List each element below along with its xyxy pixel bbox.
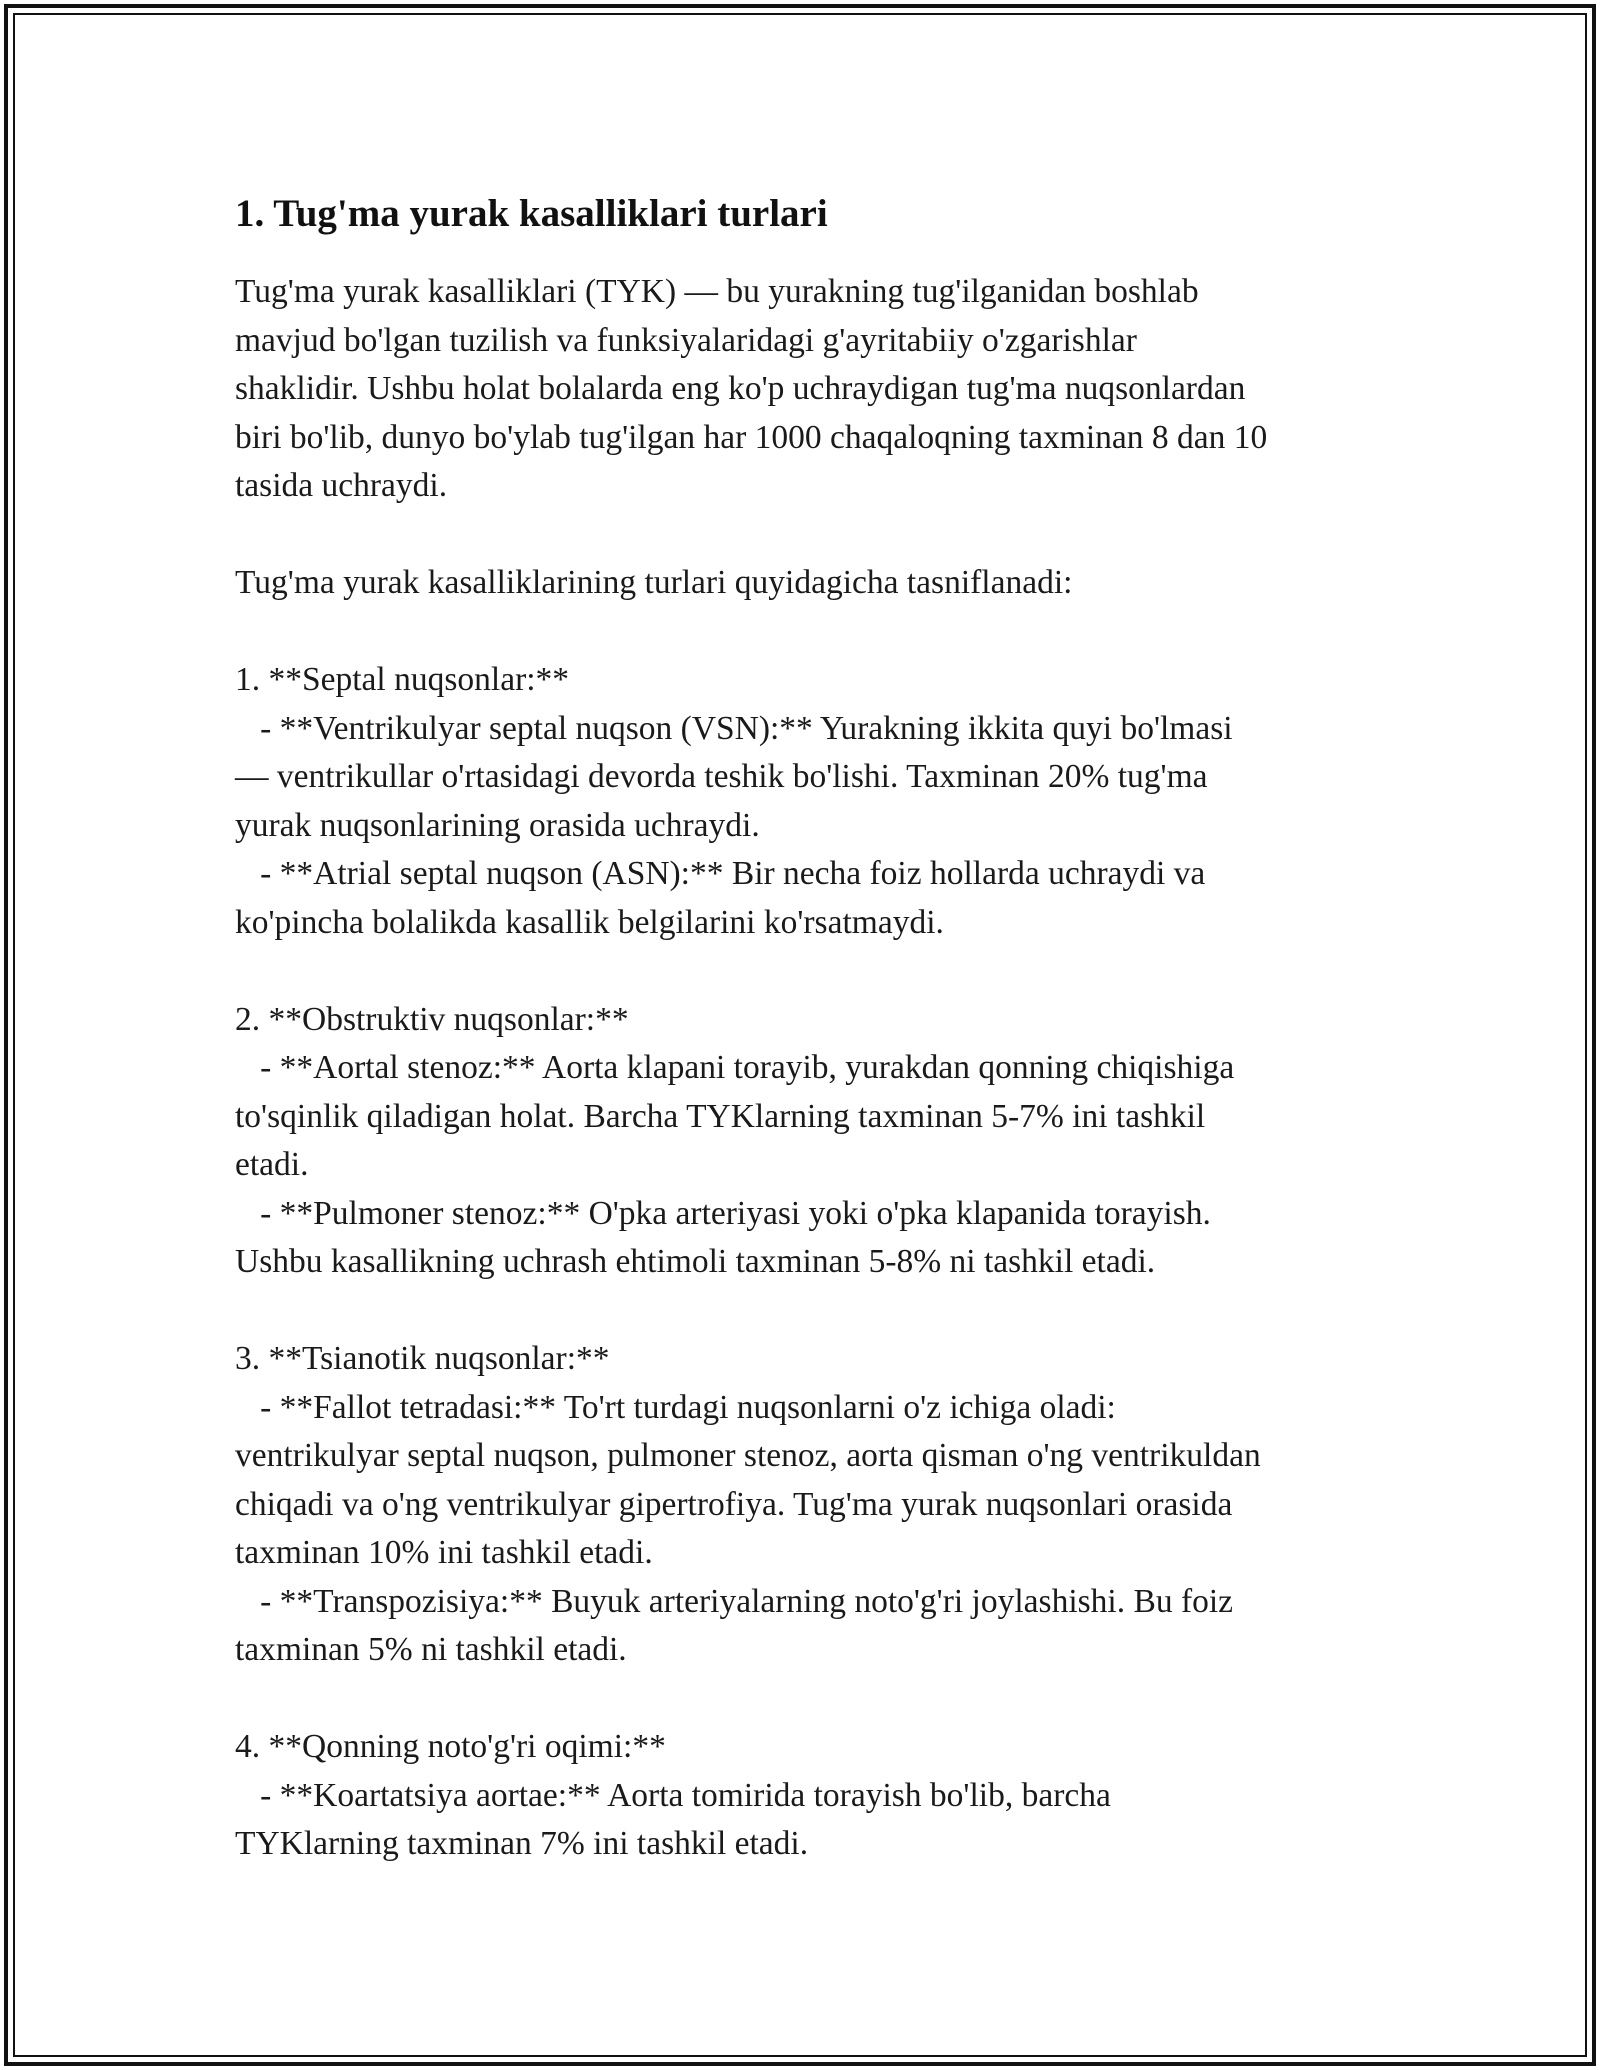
section-heading: 1. Tug'ma yurak kasalliklari turlari [235, 192, 828, 235]
document-content [235, 188, 1395, 1869]
section-body-text: Tug'ma yurak kasalliklari (TYK) — bu yurakning tug'ilganidan boshlab mavjud bo'lgan tuzilish va funksiyalaridagi g'ayritabiiy o'zgarishlar shaklidir. Ushbu holat bolalarda eng ko'p uchraydigan tug'ma nuqsonlardan biri bo'lib, dunyo bo'ylab tug'ilgan har 1000 chaqaloqning taxminan 8 dan 10 tasida uchraydi. Tug'ma yurak kasalliklarining turlari quyidagicha tasniflanadi: 1. **Septal nuqsonlar:** - **Ventrikulyar septal nuqson (VSN):** Yurakning ikkita quyi bo'lmasi — ventrikullar o'rtasidagi devorda teshik bo'lishi. Taxminan 20% tug'ma yurak nuqsonlarining orasida uchraydi. - **Atrial septal nuqson (ASN):** Bir necha foiz hollarda uchraydi va ko'pincha bolalikda kasallik belgilarini ko'rsatmaydi. 2. **Obstruktiv nuqsonlar:** - **Aortal stenoz:** Aorta klapani torayib, yurakdan qonning chiqishiga to'sqinlik qiladigan holat. Barcha TYKlarning taxminan 5-7% ini tashkil etadi. - **Pulmoner stenoz:** O'pka arteriyasi yoki o'pka klapanida torayish. Ushbu kasallikning uchrash ehtimoli taxminan 5-8% ni tashkil etadi. 3. **Tsianotik nuqsonlar:** - **Fallot tetradasi:** To'rt turdagi nuqsonlarni o'z ichiga oladi: ventrikulyar septal nuqson, pulmoner stenoz, aorta qisman o'ng ventrikuldan chiqadi va o'ng ventrikulyar gipertrofiya. Tug'ma yurak nuqsonlari orasida taxminan 10% ini tashkil etadi. - **Transpozisiya:** Buyuk arteriyalarning noto'g'ri joylashishi. Bu foiz taxminan 5% ni tashkil etadi. 4. **Qonning noto'g'ri oqimi:** - **Koartatsiya aortae:** Aorta tomirida torayish bo'lib, barcha TYKlarning taxminan 7% ini tashkil etadi. [235, 273, 1268, 1862]
